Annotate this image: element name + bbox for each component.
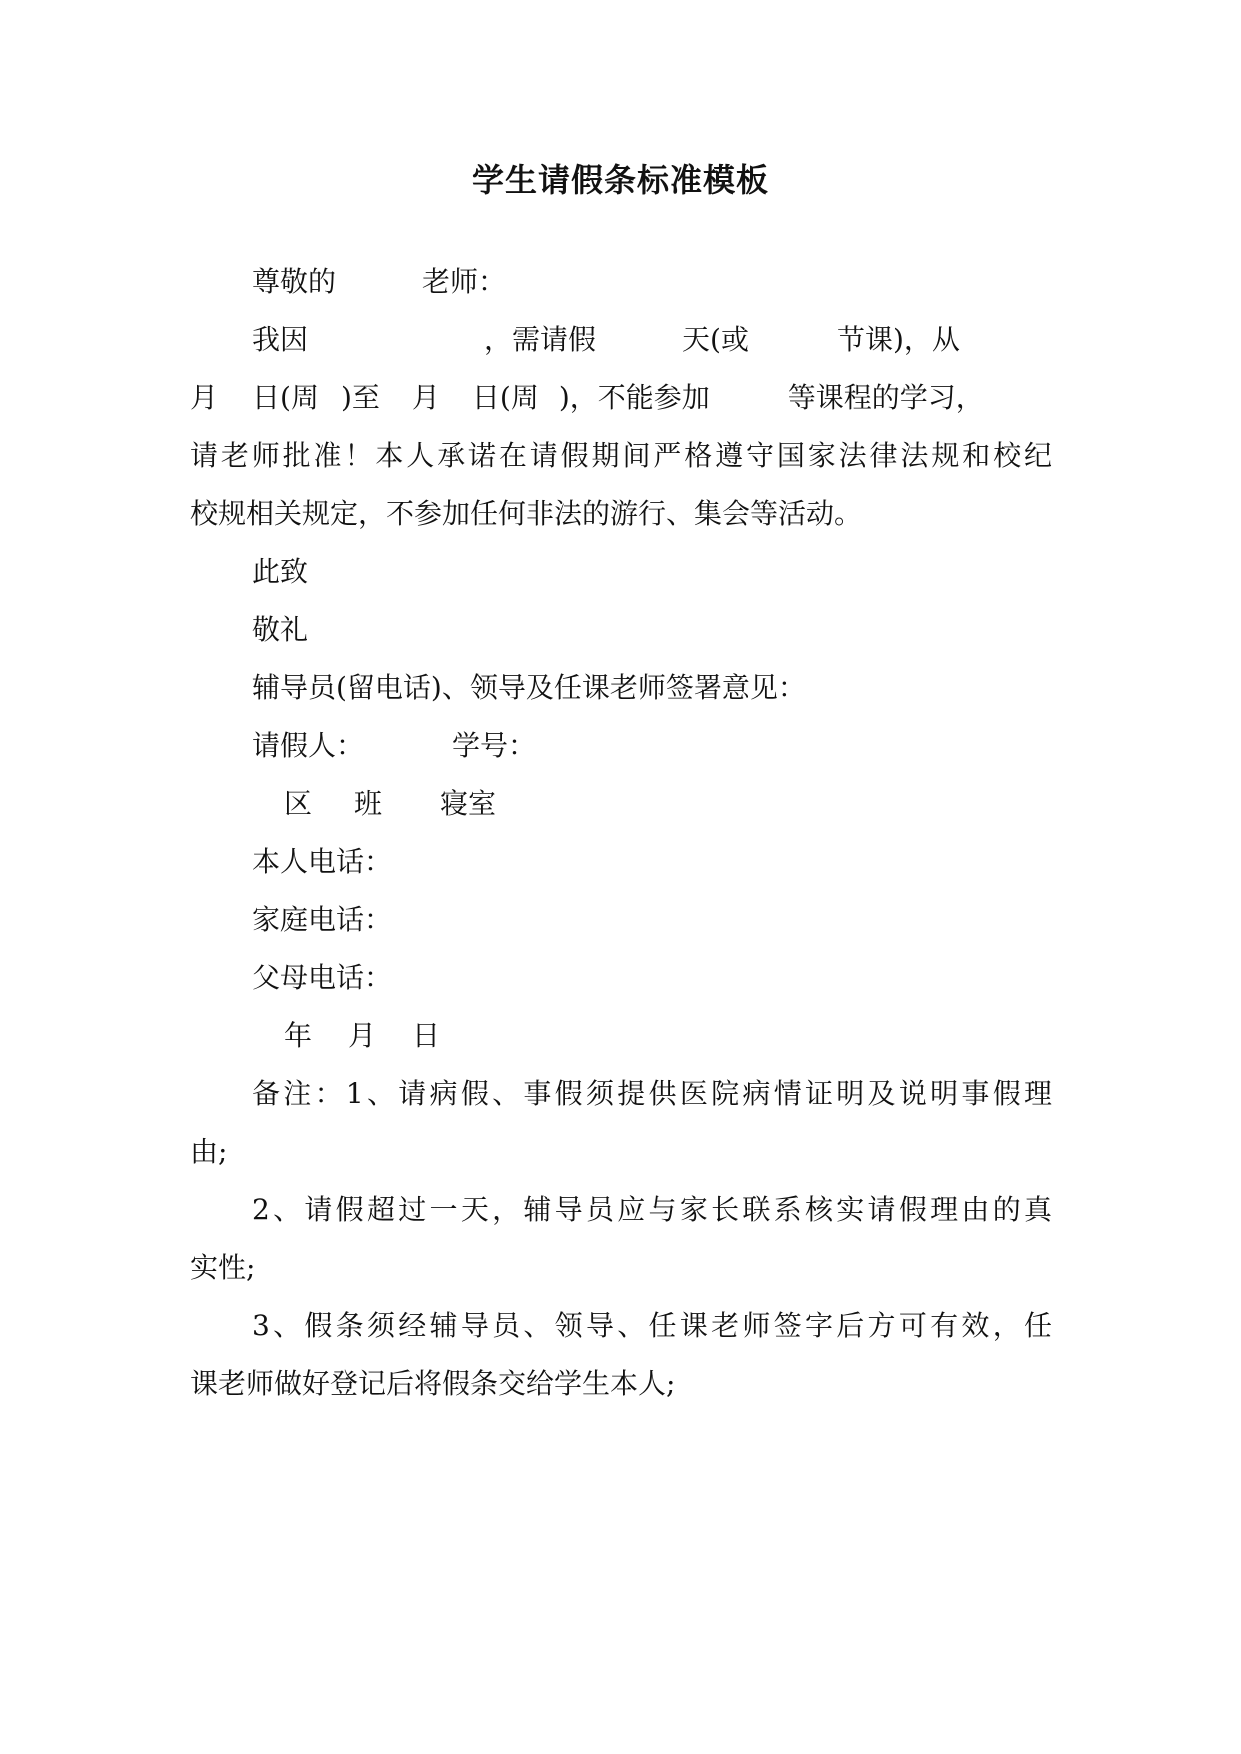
note-3-line-2: 课老师做好登记后将假条交给学生本人; [190, 1367, 676, 1400]
body-line-2 [190, 378, 984, 418]
date-line [284, 1016, 440, 1056]
note-1-line-1: 备注：1、请病假、事假须提供医院病情证明及说明事假理 [252, 1077, 1052, 1110]
opinion-line: 辅导员(留电话)、领导及任课老师签署意见： [252, 671, 806, 704]
closing-line-1: 此致 [252, 555, 309, 588]
note-2-line-1: 2、请假超过一天，辅导员应与家长联系核实请假理由的真 [252, 1193, 1052, 1226]
body-text: 月 [411, 381, 440, 414]
body-text: 节课)，从 [836, 323, 960, 356]
dorm-class: 班 [354, 787, 383, 820]
body-line-1 [252, 320, 960, 360]
date-day: 日 [412, 1019, 441, 1052]
parents-phone-line: 父母电话： [252, 961, 393, 994]
body-text: 日(周 [252, 381, 319, 414]
student-id-label: 学号： [452, 729, 537, 762]
applicant-line [252, 726, 536, 766]
self-phone-line: 本人电话： [252, 845, 393, 878]
body-text: 我因 [252, 323, 309, 356]
body-text: 日(周 [471, 381, 539, 414]
dorm-district: 区 [284, 787, 313, 820]
date-year: 年 [284, 1019, 313, 1052]
dorm-room: 寝室 [440, 787, 497, 820]
body-text: 天(或 [682, 323, 749, 356]
body-text: 月 [190, 381, 219, 414]
applicant-name-label: 请假人： [252, 729, 365, 762]
document-title: 学生请假条标准模板 [471, 161, 769, 199]
body-text: )至 [340, 381, 380, 414]
body-text: )，不能参加 [558, 381, 710, 414]
home-phone-line: 家庭电话： [252, 903, 393, 936]
body-line-4: 校规相关规定，不参加任何非法的游行、集会等活动。 [190, 497, 863, 530]
dorm-line [284, 784, 496, 824]
body-text: ，需请假 [484, 323, 597, 356]
note-2-line-2: 实性; [190, 1251, 256, 1284]
closing-line-2: 敬礼 [252, 613, 309, 646]
salutation-line [252, 262, 506, 302]
note-1-line-2: 由; [190, 1135, 228, 1168]
salutation-part1: 尊敬的 [252, 265, 337, 298]
note-3-line-1: 3、假条须经辅导员、领导、任课老师签字后方可有效，任 [252, 1309, 1052, 1342]
date-month: 月 [348, 1019, 377, 1052]
salutation-part2: 老师： [422, 265, 507, 298]
body-line-3: 请老师批准！本人承诺在请假期间严格遵守国家法律法规和校纪 [190, 439, 1052, 472]
body-text: 等课程的学习， [787, 381, 984, 414]
